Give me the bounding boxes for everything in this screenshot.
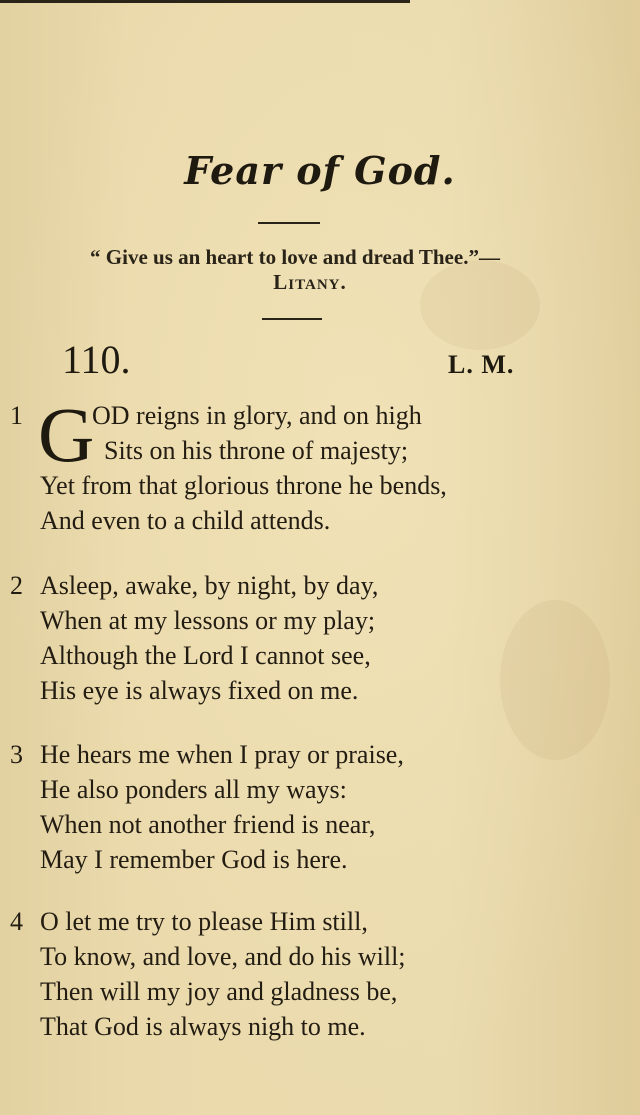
verse-line: He also ponders all my ways: — [40, 775, 347, 804]
verse-line: Asleep, awake, by night, by day, — [40, 571, 379, 600]
hymn-number: 110. — [62, 337, 131, 382]
verse-line: Then will my joy and gladness be, — [40, 977, 398, 1006]
verse-line: He hears me when I pray or praise, — [40, 740, 404, 769]
title-divider — [258, 222, 320, 224]
verse-line: May I remember God is here. — [40, 845, 348, 874]
stanza-number: 3 — [10, 740, 23, 769]
epigraph-source: Litany. — [273, 270, 347, 294]
verse-line: When at my lessons or my play; — [40, 606, 376, 635]
verse-line: His eye is always fixed on me. — [40, 676, 359, 705]
verse-line: To know, and love, and do his will; — [40, 942, 406, 971]
verse-line: Sits on his throne of majesty; — [104, 436, 409, 465]
paper-stain — [500, 600, 610, 760]
verse-line: OD reigns in glory, and on high — [92, 401, 422, 430]
epigraph-quote: “ Give us an heart to love and dread Thee.”— — [90, 245, 500, 269]
epigraph-divider — [262, 318, 322, 320]
stanza-number: 2 — [10, 571, 23, 600]
verse-line: O let me try to please Him still, — [40, 907, 368, 936]
verse-line: Although the Lord I cannot see, — [40, 641, 371, 670]
verse-line: That God is always nigh to me. — [40, 1012, 366, 1041]
stanza-number: 4 — [10, 907, 23, 936]
hymn-meter: L. M. — [448, 350, 515, 379]
verse-line: And even to a child attends. — [40, 506, 331, 535]
page-title: Fear of God. — [184, 148, 456, 193]
dropcap-letter: G — [38, 391, 95, 478]
verse-line: When not another friend is near, — [40, 810, 376, 839]
top-edge-rule — [0, 0, 410, 3]
stanza-number: 1 — [10, 401, 23, 430]
verse-line: Yet from that glorious throne he bends, — [40, 471, 447, 500]
epigraph — [0, 245, 590, 295]
